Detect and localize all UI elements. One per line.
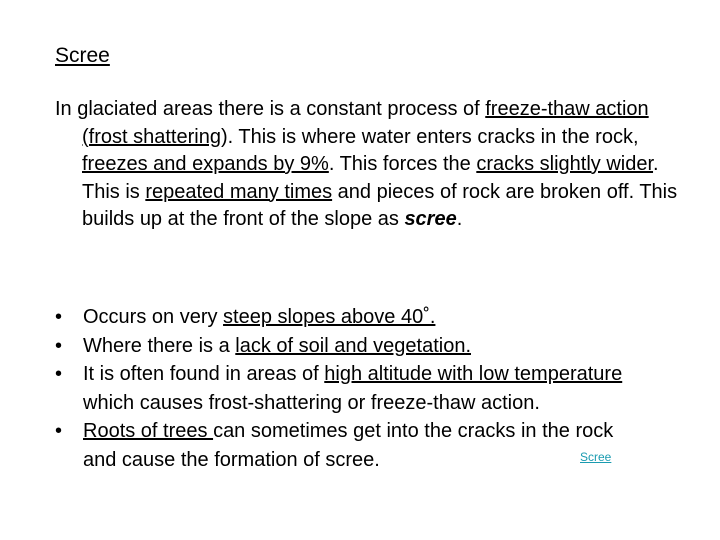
intro-text-6: . [456,208,463,230]
bullet-item [55,360,635,417]
intro-underline-expands: freezes and expands by 9% [82,153,329,175]
bullet-underlined-text: Roots of trees [83,420,214,442]
bullet-text: which causes frost-shattering or freeze-thaw action. [83,391,540,414]
intro-underline-repeated: repeated many times [145,180,333,203]
bullet-text: Where there is a [83,334,236,357]
bullet-text: Occurs on very [83,306,224,328]
intro-text-2: ). This is where water enters cracks in the rock, [220,125,639,148]
intro-text-5: and pieces of rock are broken off. This builds up at the front of the slope as [82,180,678,230]
intro-text-1: In glaciated areas there is a constant process of [55,98,486,120]
bullet-underlined-text: high altitude with low temperature [324,363,623,385]
bullet-item [55,303,635,332]
intro-text-4: . This is [82,153,659,203]
bullet-text: can sometimes get into the cracks in the rock and cause the formation of scree. [83,420,614,471]
intro-paragraph [55,96,682,234]
bullet-text: It is often found in areas of [83,363,325,385]
intro-underline-freeze-thaw: freeze-thaw action (frost shattering [82,98,649,148]
intro-underline-cracks: cracks slightly wider [476,153,654,175]
bullet-underlined-text: steep slopes above 40˚. [223,306,436,328]
bullet-list [55,303,635,474]
bullet-item [55,332,635,361]
intro-term-scree: scree [404,208,457,230]
slide-title: Scree [55,44,110,67]
bullet-item [55,417,635,474]
bullet-underlined-text: lack of soil and vegetation. [235,334,471,357]
scree-link[interactable]: Scree [580,450,612,464]
intro-text-3: . This forces the [328,153,477,175]
